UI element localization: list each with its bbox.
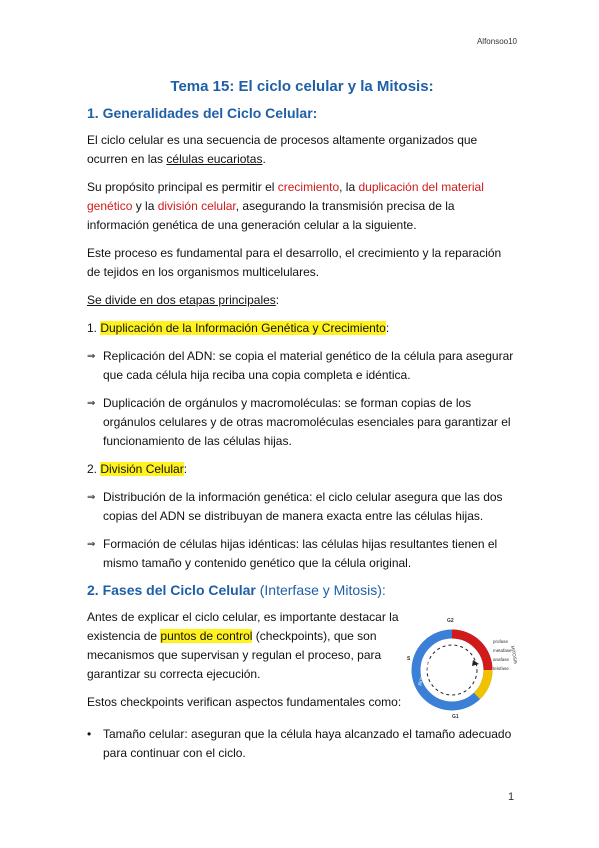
list-item [87, 725, 517, 763]
section2-text [87, 608, 407, 725]
paragraph-purpose [87, 178, 517, 235]
s-label: S [407, 656, 411, 662]
text: y la [132, 199, 158, 213]
dot-bullet-icon: • [87, 727, 92, 741]
text: , asegurando la transmisión precisa de la información genética de una generación celular a la siguiente. [87, 199, 455, 232]
list-item-text: Tamaño celular: aseguran que la célula haya alcanzado el tamaño adecuado para continuar con el ciclo. [103, 727, 512, 760]
paragraph-intro [87, 131, 517, 169]
page-title: Tema 15: El ciclo celular y la Mitosis: [170, 78, 434, 95]
g2-label: G2 [447, 618, 454, 624]
arrow-bullet-icon: ⇒ [87, 351, 96, 362]
paragraph-verify: Estos checkpoints verifican aspectos fundamentales como: [87, 695, 402, 709]
list-item [87, 347, 517, 385]
interfase-label: INTERFASE [417, 658, 433, 687]
text: 2. [87, 462, 101, 476]
list-item-text: Formación de células hijas idénticas: las células hijas resultantes tienen el mismo tamaño y contenido genético que la célula original. [103, 537, 498, 570]
phase-label: profase [493, 639, 509, 644]
document-page [87, 72, 517, 772]
section1-heading: 1. Generalidades del Ciclo Celular: [87, 105, 318, 121]
text: (Interfase y Mitosis): [259, 582, 386, 598]
author-header: Alfonsoo10 [476, 37, 517, 46]
stage2-list [87, 488, 517, 573]
highlighted-text: Duplicación de la Información Genética y Crecimiento [100, 321, 386, 335]
text: 2. Fases del Ciclo Celular [87, 582, 260, 598]
mitosis-label: MITOSIS [510, 645, 519, 665]
underlined-text: Se divide en dos etapas principales [87, 293, 276, 307]
highlighted-text: División Celular [100, 462, 184, 476]
page-number: 1 [508, 791, 515, 803]
list-item [87, 535, 517, 573]
g1-label: G1 [452, 714, 459, 720]
highlighted-text: puntos de control [160, 629, 253, 643]
arrow-bullet-icon: ⇒ [87, 398, 96, 409]
list-item-text: Duplicación de orgánulos y macromoléculas: se forman copias de los orgánulos celulares y de otras macromoléculas esenciales para garantizar el funcionamiento de las células hijas. [103, 396, 511, 448]
mitosis-ring-red [452, 634, 488, 670]
inner-cycle-arrow [427, 645, 477, 695]
text: Su propósito principal es permitir el [87, 180, 278, 194]
text: El ciclo celular es una secuencia de procesos altamente organizados que ocurren en las [87, 133, 478, 166]
stage1-heading [87, 319, 517, 338]
text: (checkpoints), que son mecanismos que supervisan y regulan el proceso, para garantizar su correcta ejecución. [87, 629, 382, 681]
underlined-term: células eucariotas [166, 152, 263, 166]
paragraph-stages-intro [87, 291, 517, 310]
text: : [385, 321, 390, 335]
text: : [183, 462, 188, 476]
arrow-bullet-icon: ⇒ [87, 492, 96, 503]
stage2-heading [87, 460, 517, 479]
mitosis-ring-yellow [477, 670, 488, 696]
phase-label: telofase [493, 666, 509, 671]
list-item-text: Distribución de la información genética: el ciclo celular asegura que las dos copias del ADN se distribuyan de manera exacta entre las células hijas. [103, 490, 503, 523]
list-item [87, 394, 517, 451]
text: 1. [87, 321, 101, 335]
text: : [275, 293, 280, 307]
cell-cycle-diagram [407, 608, 517, 720]
cell-cycle-figure [407, 608, 517, 725]
section2-heading [87, 582, 517, 598]
paragraph-checkpoints [87, 608, 407, 684]
list-item-text: Replicación del ADN: se copia el material genético de la célula para asegurar que cada célula hija reciba una copia completa e idéntica. [103, 349, 514, 382]
phase-label: anafase [493, 657, 510, 662]
list-item [87, 488, 517, 526]
text: . [262, 152, 266, 166]
text: , la [339, 180, 359, 194]
red-term: división celular [157, 199, 236, 213]
red-term: duplicación del material genético [87, 180, 484, 213]
stage1-list [87, 347, 517, 451]
phase-label: metafase [493, 648, 512, 653]
red-term: crecimiento [277, 180, 340, 194]
text: Antes de explicar el ciclo celular, es importante destacar la existencia de [87, 610, 399, 643]
paragraph-importance: Este proceso es fundamental para el desarrollo, el crecimiento y la reparación de tejidos en los organismos multicelulares. [87, 246, 502, 279]
arrow-bullet-icon: ⇒ [87, 539, 96, 550]
checkpoint-list [87, 725, 517, 763]
section2-body [87, 608, 517, 725]
